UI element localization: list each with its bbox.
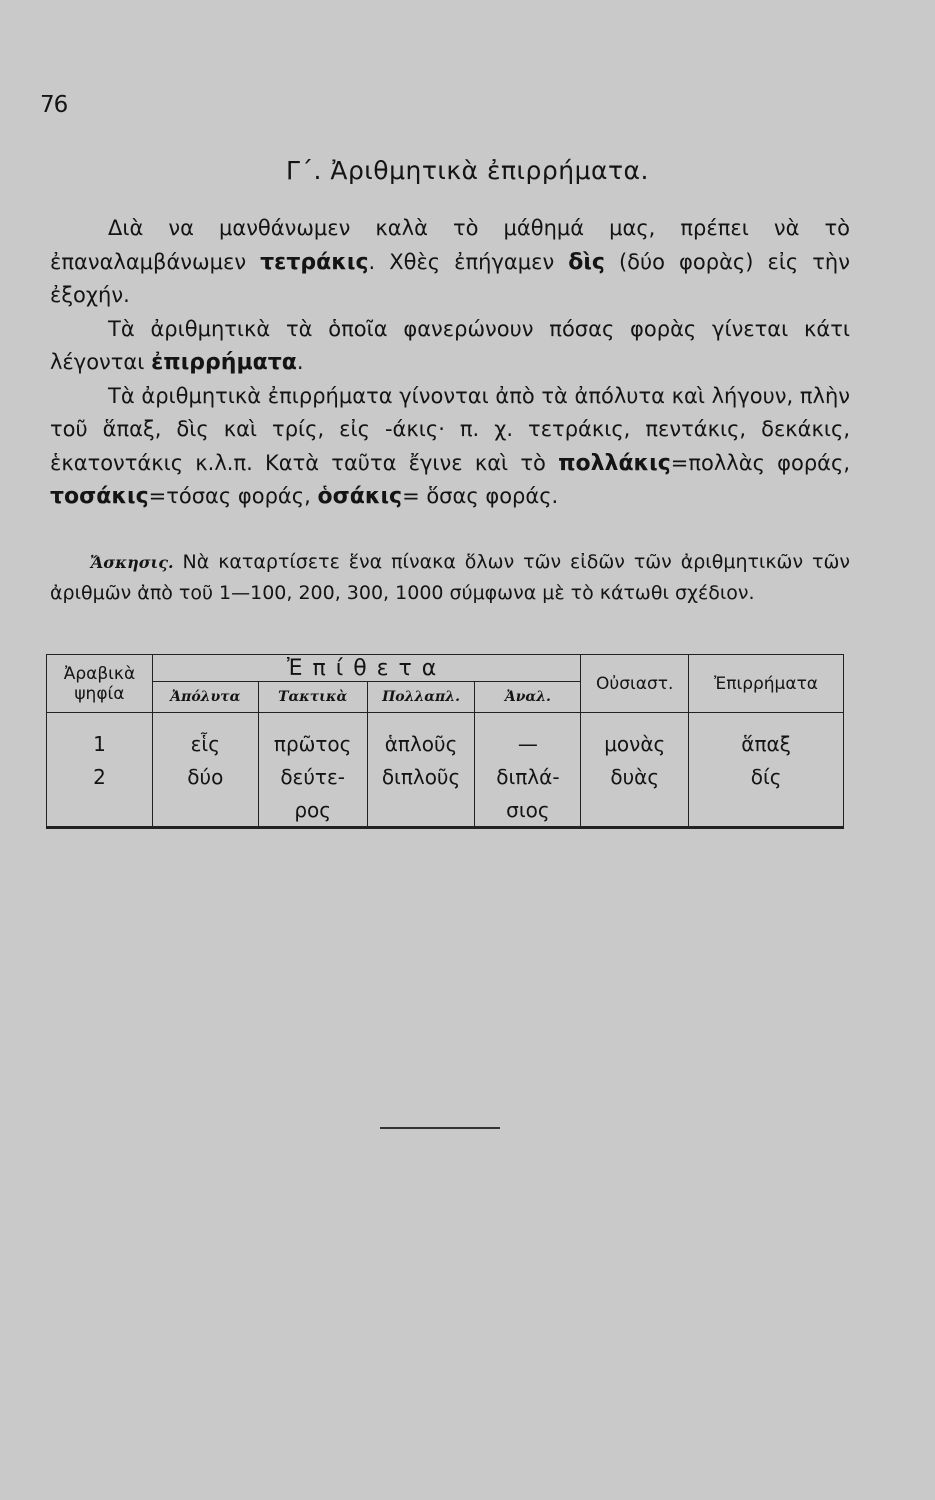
table-spacer-row xyxy=(47,713,844,728)
header-arabic-digits xyxy=(47,655,153,713)
cell-anal: διπλά- xyxy=(475,760,581,793)
section-heading: Γ΄. Ἀριθμητικὰ ἐπιρρήματα. xyxy=(286,156,649,185)
paragraph-1 xyxy=(50,212,850,313)
text-run: Τὰ ἀριθμητικὰ τὰ ὁποῖα φανερώνουν πόσας φορὰς γίνεται κάτι λέγονται xyxy=(50,316,850,374)
table-cell xyxy=(152,713,258,728)
cell-taktika: ρος xyxy=(258,793,367,828)
text-run: = ὅσας φοράς. xyxy=(402,484,559,508)
cell-apolyta xyxy=(152,793,258,828)
exercise-paragraph xyxy=(50,547,850,608)
text-run: =πολλὰς φοράς, xyxy=(670,450,850,475)
text-run: Διὰ να μανθάνωμεν καλὰ τὸ μάθημά μας, πρέπει νὰ τὸ ἐπαναλαμβάνωμεν xyxy=(50,216,850,274)
bold-term: ἐπιρρήματα xyxy=(151,350,297,375)
cell-epirrima xyxy=(689,793,844,828)
table-row xyxy=(47,727,844,760)
header-analogika: Ἀναλ. xyxy=(475,682,581,713)
table-cell xyxy=(47,713,153,728)
table-cell xyxy=(367,713,475,728)
cell-anal: σιος xyxy=(475,793,581,828)
cell-ousiast xyxy=(581,793,689,828)
table-row xyxy=(47,760,844,793)
numerals-table xyxy=(46,654,844,829)
text-run: (δύο φορὰς) εἰς τὴν ἐξοχήν. xyxy=(50,249,850,307)
table-cell xyxy=(581,713,689,728)
cell-pollapl xyxy=(367,793,475,828)
cell-epirrima: δίς xyxy=(689,760,844,793)
header-epitheta: Ἐπίθετα xyxy=(152,655,580,682)
bold-term: ὁσάκις xyxy=(317,484,403,509)
cell-ousiast: δυὰς xyxy=(581,760,689,793)
header-epirrimata: Ἐπιρρήματα xyxy=(689,655,844,713)
text-run: . xyxy=(296,350,304,374)
header-text: Ἀραβικὰ xyxy=(63,663,136,684)
bold-term: τοσάκις xyxy=(50,484,149,509)
cell-epirrima: ἅπαξ xyxy=(689,727,844,760)
text-run: . Χθὲς ἐπήγαμεν xyxy=(368,249,569,274)
exercise xyxy=(50,547,850,608)
header-pollaplasiastika: Πολλαπλ. xyxy=(367,682,475,713)
cell-apolyta: δύο xyxy=(152,760,258,793)
table-cell xyxy=(475,713,581,728)
exercise-text: Νὰ καταρτίσετε ἕνα πίνακα ὅλων τῶν εἰδῶν τῶν ἀριθμητικῶν τῶν ἀριθμῶν ἀπὸ τοῦ 1—100, 200, 300, 1000 σύμφωνα μὲ τὸ κάτωθι σχέδιον. xyxy=(50,551,850,604)
paragraph-2 xyxy=(50,313,850,380)
header-ousiastika: Οὐσιαστ. xyxy=(581,655,689,713)
table-cell xyxy=(689,713,844,728)
bold-term: τετράκις xyxy=(260,249,369,275)
cell-pollapl: διπλοῦς xyxy=(367,760,475,793)
closing-rule xyxy=(380,1127,500,1129)
cell-taktika: δεύτε- xyxy=(258,760,367,793)
cell-taktika: πρῶτος xyxy=(258,727,367,760)
text-run: =τόσας φοράς, xyxy=(148,484,318,508)
cell-pollapl: ἁπλοῦς xyxy=(367,727,475,760)
paragraph-3 xyxy=(50,380,850,514)
header-text: ψηφία xyxy=(74,683,125,704)
text-run: Τὰ ἀριθμητικὰ ἐπιρρήματα γίνονται ἀπὸ τὰ ἀπόλυτα καὶ λήγουν, πλὴν τοῦ ἅπαξ, δὶς καὶ τρίς, εἰς -άκις· π. χ. τετράκις, πεντάκις, δεκάκις, ἑκατοντάκις κ.λ.π. Κατὰ ταῦτα ἔγινε καὶ τὸ xyxy=(50,383,850,475)
cell-digit: 1 xyxy=(47,727,153,760)
bold-term: πολλάκις xyxy=(558,450,671,476)
header-apolyta: Ἀπόλυτα xyxy=(152,682,258,713)
cell-digit: 2 xyxy=(47,760,153,793)
body-text xyxy=(50,212,850,514)
page-number: 76 xyxy=(40,92,68,118)
cell-anal: — xyxy=(475,727,581,760)
cell-ousiast: μονὰς xyxy=(581,727,689,760)
table-cell xyxy=(258,713,367,728)
table-row xyxy=(47,793,844,828)
bold-term: δὶς xyxy=(568,249,605,275)
cell-digit xyxy=(47,793,153,828)
cell-apolyta: εἷς xyxy=(152,727,258,760)
header-taktika: Τακτικὰ xyxy=(258,682,367,713)
exercise-label: Ἄσκησις. xyxy=(90,553,174,572)
